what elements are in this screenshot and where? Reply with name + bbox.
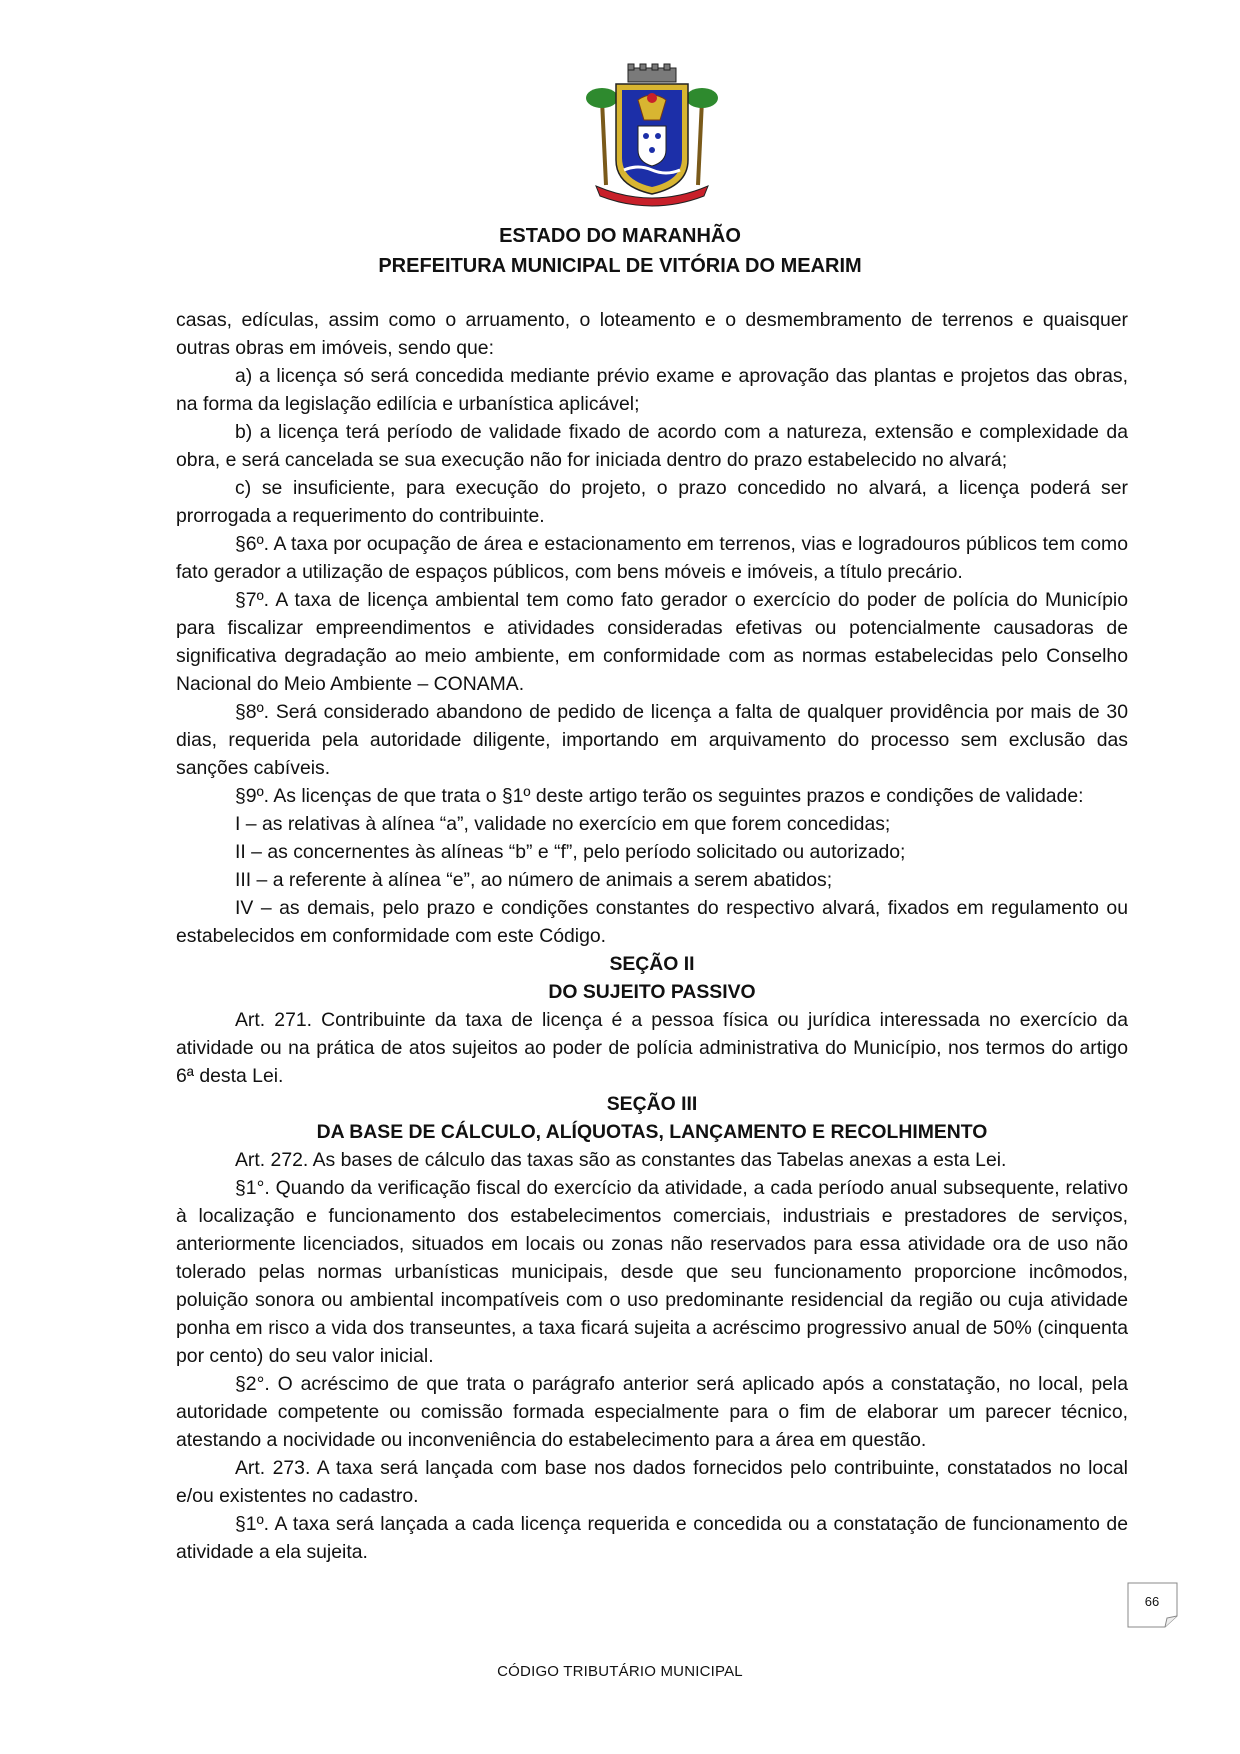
document-footer: CÓDIGO TRIBUTÁRIO MUNICIPAL <box>497 1663 743 1680</box>
paragraph: Art. 272. As bases de cálculo das taxas são as constantes das Tabelas anexas a esta Lei. <box>235 1149 1007 1171</box>
section-heading: SEÇÃO III <box>606 1093 698 1115</box>
paragraph: c) se insuficiente, para execução do projeto, o prazo concedido no alvará, a licença poderá ser prorrogada a requerimento do contribuinte. <box>176 477 1128 527</box>
paragraph: Art. 273. A taxa será lançada com base nos dados fornecidos pelo contribuinte, constatados no local e/ou existentes no cadastro. <box>176 1457 1128 1507</box>
page-number: 66 <box>1144 1594 1160 1609</box>
municipality-title: PREFEITURA MUNICIPAL DE VITÓRIA DO MEARIM <box>378 255 862 277</box>
paragraph: §2°. O acréscimo de que trata o parágrafo anterior será aplicado após a constatação, no local, pela autoridade competente ou comissão formada especialmente para o fim de elaborar um parecer técnico, atestando a nocividade ou inconveniência do estabelecimento para a área em questão. <box>176 1373 1128 1451</box>
paragraph: §8º. Será considerado abandono de pedido de licença a falta de qualquer providência por mais de 30 dias, requerida pela autoridade diligente, importando em arquivamento do processo sem exclusão das sanções cabíveis. <box>176 701 1128 779</box>
paragraph: b) a licença terá período de validade fixado de acordo com a natureza, extensão e complexidade da obra, e será cancelada se sua execução não for iniciada dentro do prazo estabelecido no alvará; <box>176 421 1128 471</box>
paragraph: IV – as demais, pelo prazo e condições constantes do respectivo alvará, fixados em regulamento ou estabelecidos em conformidade com este Código. <box>176 897 1128 947</box>
state-title: ESTADO DO MARANHÃO <box>499 225 741 247</box>
section-heading: DA BASE DE CÁLCULO, ALÍQUOTAS, LANÇAMENTO E RECOLHIMENTO <box>316 1121 988 1143</box>
section-heading: DO SUJEITO PASSIVO <box>548 981 756 1003</box>
paragraph: I – as relativas à alínea “a”, validade no exercício em que forem concedidas; <box>235 813 891 835</box>
paragraph: a) a licença só será concedida mediante prévio exame e aprovação das plantas e projetos das obras, na forma da legislação edilícia e urbanística aplicável; <box>176 365 1128 415</box>
paragraph: casas, edículas, assim como o arruamento, o loteamento e o desmembramento de terrenos e quaisquer outras obras em imóveis, sendo que: <box>176 309 1128 359</box>
paragraph: §9º. As licenças de que trata o §1º deste artigo terão os seguintes prazos e condições de validade: <box>235 785 1084 807</box>
paragraph: §7º. A taxa de licença ambiental tem como fato gerador o exercício do poder de polícia do Município para fiscalizar empreendimentos e atividades consideradas efetivas ou potencialmente causadoras de significativa degradação ao meio ambiente, em conformidade com as normas estabelecidas pelo Conselho Nacional do Meio Ambiente – CONAMA. <box>176 589 1128 695</box>
paragraph: Art. 271. Contribuinte da taxa de licença é a pessoa física ou jurídica interessada no exercício da atividade ou na prática de atos sujeitos ao poder de polícia administrativa do Município, nos termos do artigo 6ª desta Lei. <box>176 1009 1128 1087</box>
paragraph: §1º. A taxa será lançada a cada licença requerida e concedida ou a constatação de funcionamento de atividade a ela sujeita. <box>176 1513 1128 1563</box>
paragraph: III – a referente à alínea “e”, ao número de animais a serem abatidos; <box>235 869 833 891</box>
document-body <box>176 306 1128 1566</box>
paragraph: II – as concernentes às alíneas “b” e “f”, pelo período solicitado ou autorizado; <box>235 841 906 863</box>
section-heading: SEÇÃO II <box>609 953 695 975</box>
page-number-badge <box>1127 1582 1181 1628</box>
paragraph: §6º. A taxa por ocupação de área e estacionamento em terrenos, vias e logradouros públicos tem como fato gerador a utilização de espaços públicos, com bens móveis e imóveis, a título precário. <box>176 533 1128 583</box>
municipal-coat-of-arms-icon <box>582 60 722 210</box>
paragraph: §1°. Quando da verificação fiscal do exercício da atividade, a cada período anual subsequente, relativo à localização e funcionamento dos estabelecimentos comerciais, industriais e prestadores de serviços, anteriormente licenciados, situados em locais ou zonas não reservados para essa atividade ora de uso não tolerado pelas normas urbanísticas municipais, desde que seu funcionamento proporcione incômodos, poluição sonora ou ambiental incompatíveis com o uso predominante residencial da região ou cuja atividade ponha em risco a vida dos transeuntes, a taxa ficará sujeita a acréscimo progressivo anual de 50% (cinquenta por cento) do seu valor inicial. <box>176 1177 1128 1367</box>
